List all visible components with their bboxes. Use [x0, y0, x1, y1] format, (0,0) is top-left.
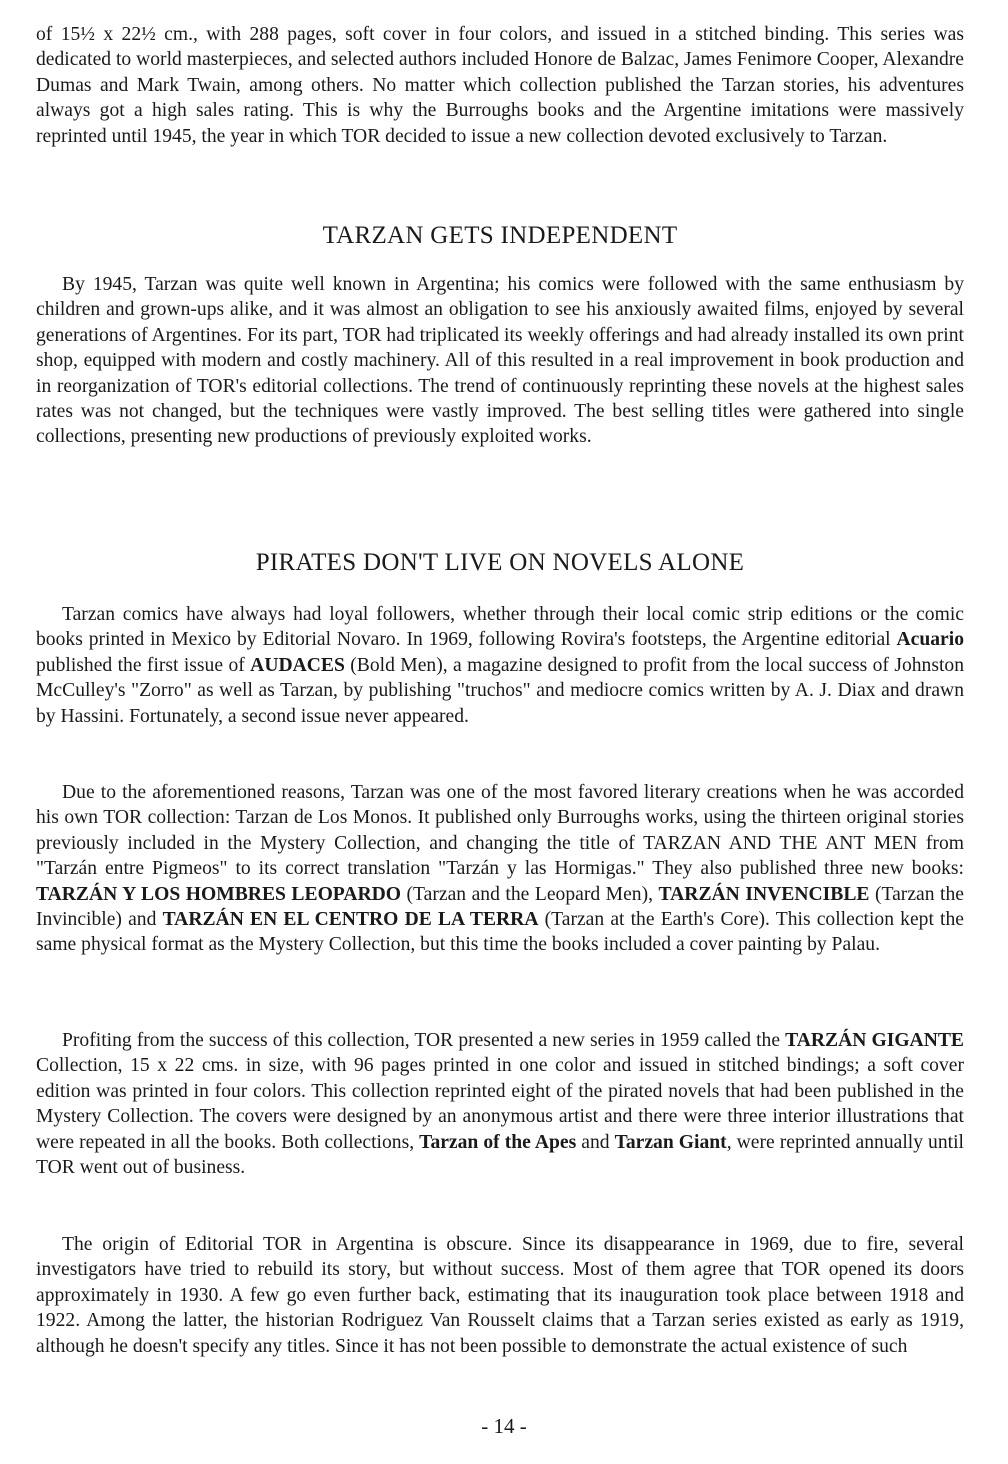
magazine-title-audaces: AUDACES	[250, 654, 345, 676]
section2-paragraph-1: Tarzan comics have always had loyal followers, whether through their local comic strip editions or the comic books printed in Mexico by Editorial Novaro. In 1969, following Rovira's footsteps, the Argentine editorial Acuario published the first issue of AUDACES (Bold Men), a magazine designed to profit from the local success of Johnston McCulley's "Zorro" as well as Tarzan, by publishing "truchos" and mediocre comics written by A. J. Diax and drawn by Hassini. Fortunately, a second issue never appeared.	[36, 604, 964, 727]
section1-paragraph-1: By 1945, Tarzan was quite well known in Argentina; his comics were followed with the same enthusiasm by children and grown-ups alike, and it was almost an obligation to see his anxiously awaited films, enjoyed by several generations of Argentines. For its part, TOR had triplicated its weekly offerings and had already installed its own print shop, equipped with modern and costly machinery. All of this resulted in a real improvement in book production and in reorganization of TOR's editorial collections. The trend of continuously reprinting these novels at the highest sales rates was not changed, but the techniques were vastly improved. The best selling titles were gathered into single collections, presenting new productions of previously exploited works.	[36, 274, 964, 448]
section2-paragraph-2: Due to the aforementioned reasons, Tarzan was one of the most favored literary creations when he was accorded his own TOR collection: Tarzan de Los Monos. It published only Burroughs works, using the thirteen original stories previously included in the Mystery Collection, and changing the title of TARZAN AND THE ANT MEN from "Tarzán entre Pigmeos" to its correct translation "Tarzán y las Hormigas." They also published three new books: TARZÁN Y LOS HOMBRES LEOPARDO (Tarzan and the Leopard Men), TARZÁN INVENCIBLE (Tarzan the Invincible) and TARZÁN EN EL CENTRO DE LA TERRA (Tarzan at the Earth's Core). This collection kept the same physical format as the Mystery Collection, but this time the books included a cover painting by Palau.	[36, 782, 964, 956]
intro-paragraph: of 15½ x 22½ cm., with 288 pages, soft cover in four colors, and issued in a stitched binding. This series was dedicated to world masterpieces, and selected authors included Honore de Balzac, James Fenimore Cooper, Alexandre Dumas and Mark Twain, among others. No matter which collection published the Tarzan stories, his adventures always got a high sales rating. This is why the Burroughs books and the Argentine imitations were massively reprinted until 1945, the year in which TOR decided to issue a new collection devoted exclusively to Tarzan.	[36, 24, 964, 147]
collection-title-tarzan-of-the-apes: Tarzan of the Apes	[419, 1131, 577, 1153]
section-heading-pirates: PIRATES DON'T LIVE ON NOVELS ALONE	[255, 549, 745, 576]
collection-title-tarzan-gigante: TARZÁN GIGANTE	[785, 1030, 964, 1051]
book-title-invencible: TARZÁN INVENCIBLE	[658, 883, 870, 905]
section2-paragraph-4: The origin of Editorial TOR in Argentina is obscure. Since its disappearance in 1969, due to fire, several investigators have tried to rebuild its story, but without success. Most of them agree that TOR opened its doors approximately in 1930. A few go even further back, estimating that its inauguration took place between 1918 and 1922. Among the latter, the historian Rodriguez Van Rousselt claims that a Tarzan series existed as early as 1919, although he doesn't specify any titles. Since it has not been possible to demonstrate the actual existence of such	[36, 1234, 964, 1357]
publisher-name-acuario: Acuario	[896, 629, 964, 651]
page-number: - 14 -	[481, 1414, 527, 1438]
book-title-centro-de-la-terra: TARZÁN EN EL CENTRO DE LA TERRA	[162, 909, 539, 931]
section2-paragraph-3: Profiting from the success of this collection, TOR presented a new series in 1959 called the TARZÁN GIGANTE Collection, 15 x 22 cms. in size, with 96 pages printed in one color and issued in stitched bindings; a soft cover edition was printed in four colors. This collection reprinted eight of the pirated novels that had been published in the Mystery Collection. The covers were designed by an anonymous artist and there were three interior illustrations that were repeated in all the books. Both collections, Tarzan of the Apes and Tarzan Giant, were reprinted annually until TOR went out of business.	[36, 1030, 964, 1179]
collection-title-tarzan-giant: Tarzan Giant	[614, 1131, 727, 1153]
book-title-leopard-men: TARZÁN Y LOS HOMBRES LEOPARDO	[36, 883, 402, 905]
section-heading-tarzan-gets-independent: TARZAN GETS INDEPENDENT	[322, 222, 678, 249]
